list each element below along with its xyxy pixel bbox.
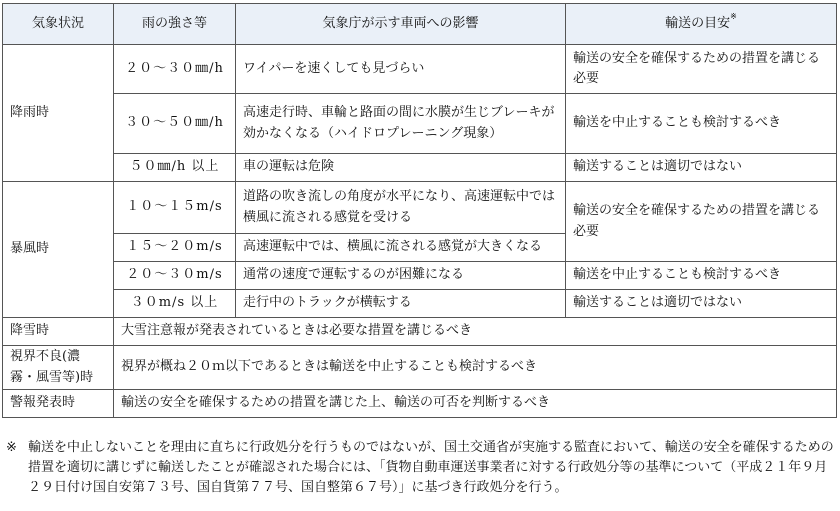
header-guideline — [566, 4, 837, 45]
rain-intensity-2: ３０～５０㎜/h — [114, 94, 236, 154]
snow-text: 大雪注意報が発表されているときは必要な措置を講じるべき — [114, 318, 837, 346]
header-effect: 気象庁が示す車両への影響 — [236, 4, 566, 45]
rain-effect-3: 車の運転は危険 — [236, 154, 566, 182]
footnote-text: 輸送を中止しないことを理由に直ちに行政処分を行うものではないが、国土交通省が実施する監査において、輸送の安全を確保するための措置を適切に講じずに輸送したことが確認された場合には、「貨物自動車運送事業者に対する行政処分等の基準について（平成２１年９月２９日付け国自安第７３号、国自貨第７７号、国自整第６７号）」に基づき行政処分を行う。 — [28, 440, 834, 496]
rain-intensity-1: ２０～３０㎜/h — [114, 45, 236, 94]
wind-intensity-4: ３０m/s 以上 — [114, 290, 236, 318]
wind-intensity-3: ２０～３０m/s — [114, 262, 236, 290]
rain-guideline-3: 輸送することは適切ではない — [566, 154, 837, 182]
table-row — [3, 346, 837, 390]
table-row — [3, 290, 837, 318]
wind-effect-3: 通常の速度で運転するのが困難になる — [236, 262, 566, 290]
warning-text: 輸送の安全を確保するための措置を講じた上、輸送の可否を判断するべき — [114, 390, 837, 418]
wind-guideline-1: 輸送の安全を確保するための措置を講じる必要 — [566, 182, 837, 262]
table-row — [3, 94, 837, 154]
footnote-mark: ※ — [6, 440, 17, 455]
footnote — [6, 438, 834, 498]
table-row — [3, 262, 837, 290]
header-guideline-mark: ※ — [730, 11, 737, 21]
visibility-label: 視界不良(濃霧・風雪等)時 — [3, 346, 114, 390]
header-condition: 気象状況 — [3, 4, 114, 45]
wind-intensity-1: １０～１５m/s — [114, 182, 236, 234]
table-header-row — [3, 4, 837, 45]
warning-label: 警報発表時 — [3, 390, 114, 418]
table-row — [3, 318, 837, 346]
visibility-text: 視界が概ね２０ｍ以下であるときは輸送を中止することも検討するべき — [114, 346, 837, 390]
guideline-table — [2, 3, 837, 418]
snow-label: 降雪時 — [3, 318, 114, 346]
rain-guideline-2: 輸送を中止することも検討するべき — [566, 94, 837, 154]
rain-label: 降雨時 — [3, 45, 114, 182]
rain-intensity-3: ５０㎜/h 以上 — [114, 154, 236, 182]
rain-effect-1: ワイパーを速くしても見づらい — [236, 45, 566, 94]
wind-intensity-2: １５～２０m/s — [114, 234, 236, 262]
header-guideline-label: 輸送の目安 — [665, 15, 731, 31]
table-row — [3, 390, 837, 418]
rain-effect-2: 高速走行時、車輪と路面の間に水膜が生じブレーキが効かなくなる（ハイドロプレーニング現象） — [236, 94, 566, 154]
table-row — [3, 154, 837, 182]
wind-guideline-4: 輸送することは適切ではない — [566, 290, 837, 318]
table-row — [3, 45, 837, 94]
header-intensity: 雨の強さ等 — [114, 4, 236, 45]
wind-label: 暴風時 — [3, 182, 114, 318]
rain-guideline-1: 輸送の安全を確保するための措置を講じる必要 — [566, 45, 837, 94]
wind-effect-4: 走行中のトラックが横転する — [236, 290, 566, 318]
wind-effect-1: 道路の吹き流しの角度が水平になり、高速運転中では横風に流される感覚を受ける — [236, 182, 566, 234]
wind-effect-2: 高速運転中では、横風に流される感覚が大きくなる — [236, 234, 566, 262]
table-row — [3, 182, 837, 234]
wind-guideline-3: 輸送を中止することも検討するべき — [566, 262, 837, 290]
